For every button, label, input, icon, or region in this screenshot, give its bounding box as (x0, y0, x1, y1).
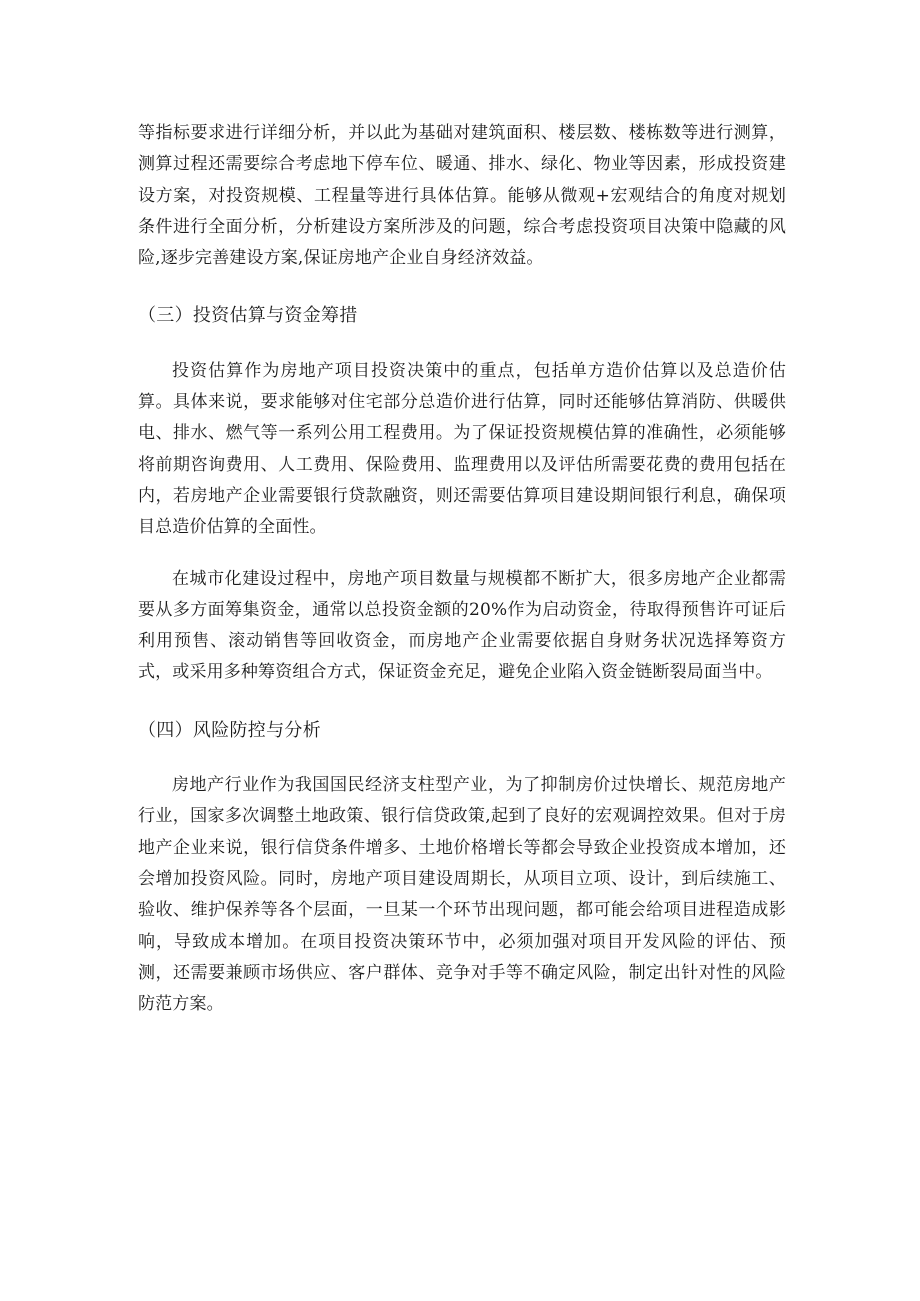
spacer (138, 544, 786, 564)
paragraph-fund-raising: 在城市化建设过程中，房地产项目数量与规模都不断扩大，很多房地产企业都需要从多方面筹集资金，通常以总投资金额的20%作为启动资金，待取得预售许可证后利用预售、滚动销售等回收资金，而房地产企业需要依据自身财务状况选择筹资方式，或采用多种筹资组合方式，保证资金充足，避免企业陷入资金链断裂局面当中。 (138, 568, 786, 683)
spacer (138, 332, 786, 356)
paragraph-investment-estimate: 投资估算作为房地产项目投资决策中的重点，包括单方造价估算以及总造价估算。具体来说，要求能够对住宅部分总造价进行估算，同时还能够估算消防、供暖供电、排水、燃气等一系列公用工程费用。为了保证投资规模估算的准确性，必须能够将前期咨询费用、人工费用、保险费用、监理费用以及评估所需要花费的费用包括在内，若房地产企业需要银行贷款融资，则还需要估算项目建设期间银行利息，确保项目总造价估算的全面性。 (138, 360, 786, 538)
section-heading-4: （四）风险防控与分析 (138, 719, 321, 741)
paragraph-continuation: 等指标要求进行详细分析，并以此为基础对建筑面积、楼层数、楼栋数等进行测算，测算过程还需要综合考虑地下停车位、暖通、排水、绿化、物业等因素，形成投资建设方案，对投资规模、工程量等进行具体估算。能够从微观+宏观结合的角度对规划条件进行全面分析，分析建设方案所涉及的问题，综合考虑投资项目决策中隐藏的风险,逐步完善建设方案,保证房地产企业自身经济效益。 (138, 123, 786, 269)
document-body (138, 118, 786, 1020)
spacer (138, 274, 786, 300)
paragraph-risk-control: 房地产行业作为我国国民经济支柱型产业，为了抑制房价过快增长、规范房地产行业，国家多次调整土地政策、银行信贷政策,起到了良好的宏观调控效果。但对于房地产企业来说，银行信贷条件增多、土地价格增长等都会导致企业投资成本增加，还会增加投资风险。同时，房地产项目建设周期长，从项目立项、设计，到后续施工、验收、维护保养等各个层面，一旦某一个环节出现问题，都可能会给项目进程造成影响，导致成本增加。在项目投资决策环节中，必须加强对项目开发风险的评估、预测，还需要兼顾市场供应、客户群体、竞争对手等不确定风险，制定出针对性的风险防范方案。 (138, 775, 786, 1015)
section-heading-3: （三）投资估算与资金筹措 (138, 305, 358, 327)
spacer (138, 746, 786, 770)
spacer (138, 689, 786, 715)
